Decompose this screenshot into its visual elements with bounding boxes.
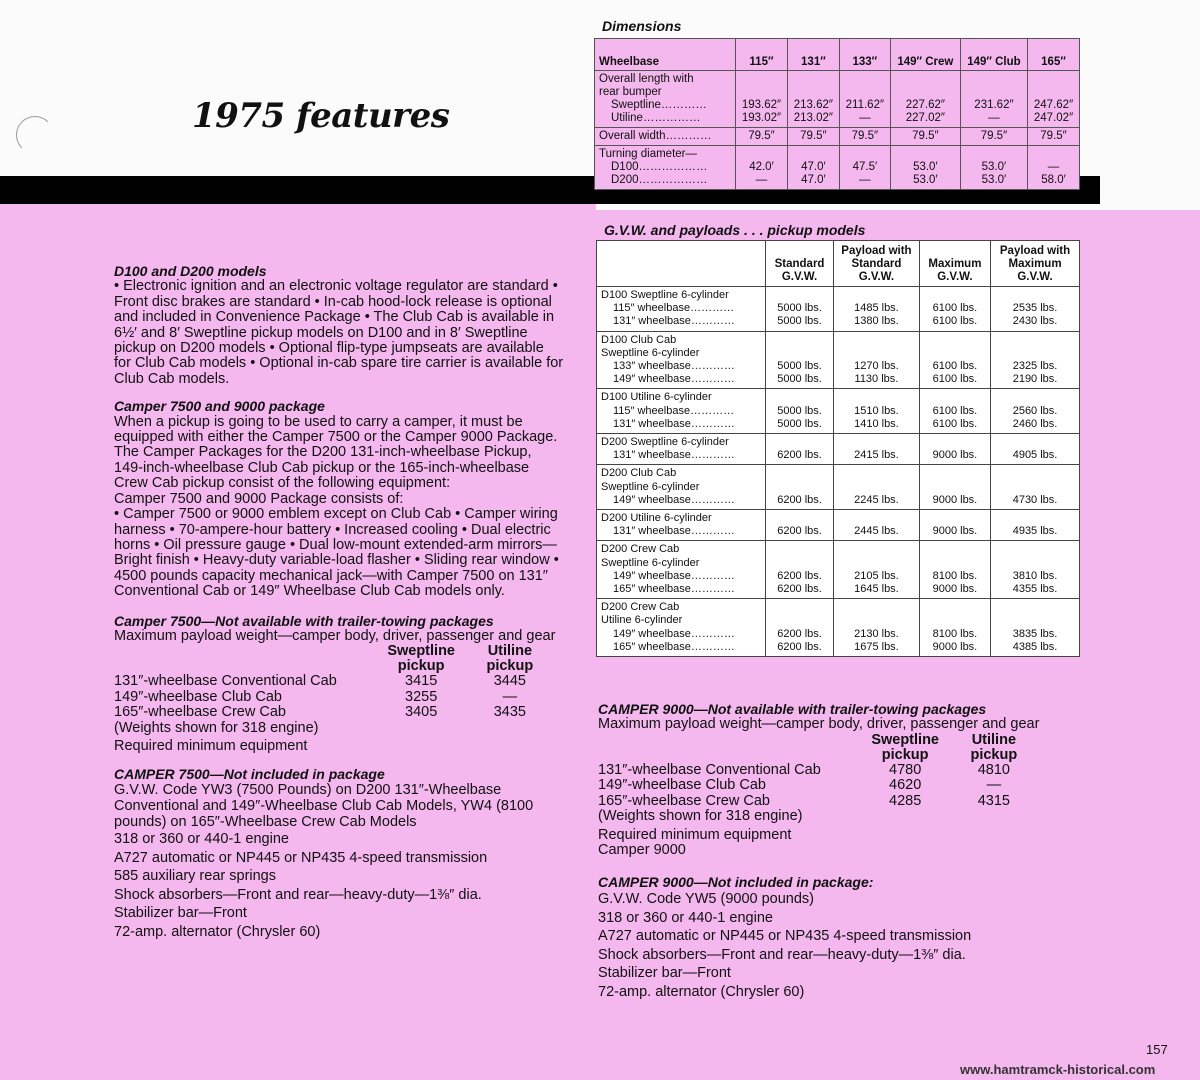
footer-url: www.hamtramck-historical.com — [960, 1062, 1156, 1077]
cell-value: 211.62″ — [845, 99, 885, 111]
table-row — [598, 778, 1038, 794]
table-cell — [919, 465, 990, 510]
section-heading: CAMPER 7500—Not included in package — [114, 765, 385, 782]
cell-value: 53.0′ — [981, 161, 1007, 173]
table-cell — [766, 389, 834, 434]
cell-value: 4780 — [889, 761, 922, 778]
cell-value: 247.02″ — [1033, 112, 1074, 124]
cell-value: 5000 lbs. — [777, 417, 822, 430]
row-label: D100……………… — [611, 161, 708, 173]
cell-value: 4355 lbs. — [1012, 583, 1058, 596]
row-label: D200……………… — [611, 174, 708, 186]
cell-value: 9000 lbs. — [932, 449, 978, 462]
row-wheelbase: 149″ wheelbase………… — [613, 373, 735, 386]
paragraph: G.V.W. Code YW3 (7500 Pounds) on D200 131″-Wheelbase Conventional and 149″-Wheelbase Club Cab Models, YW4 (8100 pounds) on 165″-Wheelbase Crew Cab Models — [114, 782, 534, 831]
paragraph: • Electronic ignition and an electronic voltage regulator are standard • Front disc brakes are standard • In-cab hood-lock release is optional and included in Convenience Package • The Club Cab is available in 6½′ and 8′ Sweptline pickup models on D100 and in 8′ Sweptline pickup on D200 models • Optional flip-type jumpseats are available for Club Cab models • Optional in-cab spare tire carrier is available for Club Cab models. — [114, 278, 564, 387]
cell-value: 47.0′ — [801, 161, 826, 173]
cell-value: 47.5′ — [852, 161, 878, 173]
table-cell — [991, 287, 1080, 332]
table-cell — [834, 465, 920, 510]
table-cell — [766, 541, 834, 599]
camper-7500-table — [114, 644, 554, 721]
cell-value: 9000 lbs. — [932, 493, 978, 506]
table-cell — [766, 331, 834, 389]
cell-value: — — [859, 112, 871, 124]
row-wheelbase: 149″ wheelbase………… — [613, 627, 735, 640]
table-cell — [595, 71, 736, 128]
table-cell — [766, 465, 834, 510]
cell-value: 6200 lbs. — [777, 640, 822, 653]
table-cell — [834, 287, 920, 332]
binder-hole-top — [16, 116, 54, 154]
cell-value: 2560 lbs. — [1012, 404, 1058, 417]
table-cell — [919, 331, 990, 389]
section-heading: Camper 7500 and 9000 package — [114, 398, 325, 415]
cell-value: 231.62″ — [974, 99, 1014, 111]
table-cell — [890, 146, 960, 190]
list-item: Stabilizer bar—Front — [598, 965, 731, 982]
cell-value: 6200 lbs. — [777, 525, 822, 538]
cell-value: 4385 lbs. — [1012, 640, 1058, 653]
row-label: 149″-wheelbase Club Cab — [114, 688, 282, 705]
cell-value: 79.5″ — [912, 130, 939, 142]
table-cell — [766, 434, 834, 465]
row-heading: D100 Utiline 6-cylinder — [601, 391, 712, 404]
cell-value: 1270 lbs. — [854, 360, 899, 373]
cell-value: 227.02″ — [905, 112, 945, 124]
cell-value: 6100 lbs. — [932, 360, 978, 373]
cell-value: 1645 lbs. — [854, 583, 899, 596]
row-heading: Sweptline 6-cylinder — [601, 480, 700, 493]
list-item: G.V.W. Code YW5 (9000 pounds) — [598, 890, 815, 907]
cell-value: 6200 lbs. — [777, 569, 822, 582]
table-cell — [991, 510, 1080, 541]
cell-value: 58.0′ — [1041, 174, 1066, 186]
table-cell — [919, 541, 990, 599]
table-cell — [597, 434, 766, 465]
row-wheelbase: 131″ wheelbase………… — [613, 417, 735, 430]
row-wheelbase: 115″ wheelbase………… — [613, 302, 735, 315]
row-label: rear bumper — [599, 86, 662, 98]
table-cell — [597, 510, 766, 541]
table-cell — [960, 146, 1027, 190]
cell-value: 193.02″ — [741, 112, 782, 124]
cell-value: 5000 lbs. — [777, 360, 822, 373]
cell-value: 3415 — [405, 673, 438, 690]
cell-value: 1130 lbs. — [854, 373, 899, 386]
section-heading: CAMPER 9000—Not available with trailer-towing packages — [598, 701, 987, 717]
cell-value: 6100 lbs. — [932, 373, 978, 386]
cell-value: 4620 — [889, 777, 922, 794]
row-heading: D200 Club Cab — [601, 467, 677, 480]
row-heading: D200 Utiline 6-cylinder — [601, 512, 712, 525]
list-item: 72-amp. alternator (Chrysler 60) — [598, 983, 805, 1000]
cell-value: 3835 lbs. — [1012, 627, 1058, 640]
row-wheelbase: 131″ wheelbase………… — [613, 449, 735, 462]
table-cell — [766, 287, 834, 332]
table-cell — [919, 510, 990, 541]
cell-value: 2130 lbs. — [854, 627, 899, 640]
paragraph: Required minimum equipment — [598, 826, 792, 843]
cell-value: 6200 lbs. — [777, 449, 822, 462]
table-header: Wheelbase — [595, 39, 736, 71]
cell-value: 2415 lbs. — [854, 449, 899, 462]
table-cell — [991, 331, 1080, 389]
cell-value: — — [986, 777, 1002, 794]
table-header: 115″ — [736, 39, 788, 71]
table-row — [598, 763, 1038, 779]
cell-value: 1510 lbs. — [854, 404, 899, 417]
table-header: Standard G.V.W. — [766, 241, 834, 287]
cell-value: 3435 — [493, 704, 526, 721]
table-cell — [839, 128, 890, 146]
table-cell — [834, 599, 920, 657]
cell-value: 8100 lbs. — [932, 569, 978, 582]
cell-value: 213.62″ — [793, 99, 833, 111]
table-header — [597, 241, 766, 287]
cell-value: 4730 lbs. — [1012, 493, 1058, 506]
cell-value: 9000 lbs. — [932, 583, 978, 596]
paragraph: (Weights shown for 318 engine) — [114, 719, 319, 736]
table-cell — [787, 146, 839, 190]
page-number: 157 — [1146, 1042, 1168, 1057]
cell-value: 2190 lbs. — [1012, 373, 1058, 386]
table-header: 149″ Club — [960, 39, 1027, 71]
cell-value: 5000 lbs. — [777, 404, 822, 417]
row-heading: Sweptline 6-cylinder — [601, 346, 700, 359]
table-cell — [890, 71, 960, 128]
list-item: Shock absorbers—Front and rear—heavy-duty—1⅜″ dia. — [114, 886, 482, 903]
section-heading: CAMPER 9000—Not included in package: — [598, 873, 874, 890]
list-item: 318 or 360 or 440-1 engine — [598, 909, 773, 926]
cell-value: 4285 — [889, 792, 922, 809]
cell-value: 79.5″ — [1040, 130, 1067, 142]
table-row — [597, 389, 1080, 434]
row-label: Sweptline………… — [611, 99, 707, 111]
table-cell — [919, 287, 990, 332]
list-item: A727 automatic or NP445 or NP435 4-speed transmission — [114, 849, 488, 866]
list-item: 318 or 360 or 440-1 engine — [114, 831, 289, 848]
row-label: Overall length with — [599, 73, 694, 85]
cell-value: 42.0′ — [749, 161, 774, 173]
row-label: 165″-wheelbase Crew Cab — [598, 792, 770, 809]
table-header: 133″ — [839, 39, 890, 71]
cell-value: 53.0′ — [981, 174, 1007, 186]
paragraph: When a pickup is going to be used to carry a camper, it must be equipped with either the Camper 7500 or the Camper 9000 Package. The Camper Packages for the D200 131-inch-wheelbase Pickup, 149-inch-wheelbase Club Cab pickup or the 165-inch-wheelbase Crew Cab pickup consist of the following equipment: — [114, 413, 558, 492]
table-row — [114, 690, 554, 706]
table-cell — [787, 128, 839, 146]
row-heading: Sweptline 6-cylinder — [601, 556, 700, 569]
table-cell — [597, 599, 766, 657]
cell-value: 53.0′ — [913, 161, 938, 173]
table-header: Payload with Standard G.V.W. — [834, 241, 920, 287]
cell-value: 2325 lbs. — [1012, 360, 1058, 373]
table-cell — [991, 541, 1080, 599]
dimensions-title: Dimensions — [602, 18, 682, 34]
cell-value: 6200 lbs. — [777, 583, 822, 596]
row-wheelbase: 149″ wheelbase………… — [613, 493, 735, 506]
row-label: 165″-wheelbase Crew Cab — [114, 704, 286, 721]
paragraph: Camper 9000 — [598, 842, 686, 859]
row-heading: D200 Sweptline 6-cylinder — [601, 436, 729, 449]
cell-value: 6200 lbs. — [777, 627, 822, 640]
table-cell — [736, 128, 788, 146]
cell-value: 1485 lbs. — [854, 302, 899, 315]
table-cell — [766, 599, 834, 657]
row-wheelbase: 149″ wheelbase………… — [613, 569, 735, 582]
cell-value: 6100 lbs. — [932, 404, 978, 417]
table-cell — [960, 128, 1027, 146]
cell-value: 5000 lbs. — [777, 302, 822, 315]
row-label: Turning diameter— — [599, 148, 698, 160]
table-cell — [919, 389, 990, 434]
table-row — [597, 541, 1080, 599]
cell-value: — — [988, 112, 1000, 124]
table-header: 131″ — [787, 39, 839, 71]
row-heading: D100 Sweptline 6-cylinder — [601, 289, 729, 301]
table-cell — [834, 434, 920, 465]
row-wheelbase: 165″ wheelbase………… — [613, 583, 735, 596]
list-item: Stabilizer bar—Front — [114, 905, 247, 922]
row-heading: Utiline 6-cylinder — [601, 614, 683, 627]
row-label: 149″-wheelbase Club Cab — [598, 777, 766, 794]
cell-value: 47.0′ — [801, 174, 826, 186]
table-row — [597, 287, 1080, 332]
table-cell — [834, 331, 920, 389]
paragraph: Maximum payload weight—camper body, driver, passenger and gear — [114, 627, 556, 644]
list-item: A727 automatic or NP445 or NP435 4-speed transmission — [598, 928, 972, 945]
cell-value: 2245 lbs. — [854, 493, 899, 506]
table-row — [597, 331, 1080, 389]
table-cell — [595, 146, 736, 190]
cell-value: 6100 lbs. — [932, 315, 978, 328]
gvw-title: G.V.W. and payloads . . . pickup models — [604, 222, 866, 238]
table-row — [597, 465, 1080, 510]
table-cell — [597, 465, 766, 510]
cell-value: 79.5″ — [800, 130, 827, 142]
table-header: 165″ — [1028, 39, 1080, 71]
cell-value: 4315 — [977, 792, 1010, 809]
cell-value: 79.5″ — [980, 130, 1008, 142]
cell-value: 53.0′ — [913, 174, 938, 186]
table-cell — [890, 128, 960, 146]
cell-value: 8100 lbs. — [932, 627, 978, 640]
cell-value: 193.62″ — [741, 99, 782, 111]
cell-value: 6100 lbs. — [932, 302, 978, 315]
cell-value: 247.62″ — [1033, 99, 1074, 111]
table-cell — [736, 71, 788, 128]
cell-value: 213.02″ — [793, 112, 833, 124]
table-cell — [919, 434, 990, 465]
cell-value: 6200 lbs. — [777, 493, 822, 506]
row-wheelbase: 131″ wheelbase………… — [613, 315, 735, 328]
cell-value: 79.5″ — [851, 130, 879, 142]
cell-value: 1410 lbs. — [854, 417, 899, 430]
gvw-payload-table — [596, 240, 1080, 657]
table-header: Sweptline pickup — [387, 643, 455, 675]
paragraph: (Weights shown for 318 engine) — [598, 808, 803, 825]
row-label: Overall width………… — [599, 130, 712, 142]
right-column — [598, 702, 1058, 1002]
paragraph: Required minimum equipment — [114, 738, 308, 755]
paragraph: • Camper 7500 or 9000 emblem except on Club Cab • Camper wiring harness • 70-ampere-hour battery • Increased cooling • Dual electric horns • Oil pressure gauge • Dual low-mount extended-arm mirrors—Bright finish • Heavy-duty variable-load flasher • Sliding rear window • 4500 pounds capacity mechanical jack—with Camper 7500 on 131″ Conventional Cab or 149″ Wheelbase Club Cab models only. — [114, 506, 559, 600]
paragraph: Camper 7500 and 9000 Package consists of: — [114, 490, 404, 507]
list-item: Shock absorbers—Front and rear—heavy-duty—1⅜″ dia. — [598, 946, 966, 963]
table-cell — [991, 599, 1080, 657]
row-wheelbase: 131″ wheelbase………… — [613, 525, 735, 538]
table-cell — [839, 146, 890, 190]
row-wheelbase: 133″ wheelbase………… — [613, 360, 735, 373]
table-cell — [597, 287, 766, 332]
cell-value: — — [859, 174, 871, 186]
cell-value: 9000 lbs. — [932, 640, 978, 653]
table-cell — [839, 71, 890, 128]
cell-value: 2460 lbs. — [1012, 417, 1058, 430]
row-heading: D200 Crew Cab — [601, 543, 680, 556]
cell-value: — — [1047, 161, 1060, 173]
table-row — [595, 71, 1080, 128]
table-row — [595, 146, 1080, 190]
table-cell — [960, 71, 1027, 128]
table-cell — [991, 434, 1080, 465]
dimensions-table — [594, 38, 1080, 190]
table-cell — [834, 541, 920, 599]
left-column — [114, 264, 564, 942]
cell-value: 4935 lbs. — [1012, 525, 1058, 538]
cell-value: 9000 lbs. — [932, 525, 978, 538]
table-header: Payload with Maximum G.V.W. — [991, 241, 1080, 287]
cell-value: 2445 lbs. — [854, 525, 899, 538]
row-wheelbase: 165″ wheelbase………… — [613, 640, 735, 653]
table-row — [598, 794, 1038, 810]
table-cell — [597, 389, 766, 434]
table-cell — [787, 71, 839, 128]
page-title: 1975 features — [192, 96, 450, 136]
row-wheelbase: 115″ wheelbase………… — [613, 404, 735, 417]
table-cell — [1028, 71, 1080, 128]
section-heading: Camper 7500—Not available with trailer-towing packages — [114, 612, 494, 629]
cell-value: 227.62″ — [905, 99, 945, 111]
cell-value: — — [502, 688, 518, 705]
cell-value: 3405 — [405, 704, 438, 721]
table-header: 149″ Crew — [890, 39, 960, 71]
cell-value: 3255 — [405, 688, 438, 705]
table-cell — [1028, 146, 1080, 190]
table-row — [114, 674, 554, 690]
table-cell — [766, 510, 834, 541]
row-label: 131″-wheelbase Conventional Cab — [598, 761, 821, 778]
row-heading: D200 Crew Cab — [601, 601, 680, 614]
section-heading: D100 and D200 models — [114, 263, 267, 279]
row-label: Utiline…………… — [611, 112, 701, 124]
cell-value: 2105 lbs. — [854, 569, 899, 582]
row-heading: D100 Club Cab — [601, 333, 677, 346]
cell-value: 3810 lbs. — [1012, 569, 1058, 582]
table-cell — [736, 146, 788, 190]
table-row — [597, 599, 1080, 657]
table-row — [597, 434, 1080, 465]
table-cell — [834, 389, 920, 434]
table-row — [595, 128, 1080, 146]
table-cell — [597, 541, 766, 599]
cell-value: 4810 — [977, 761, 1010, 778]
cell-value: 6100 lbs. — [932, 417, 978, 430]
table-cell — [597, 331, 766, 389]
table-cell — [595, 128, 736, 146]
table-header: Utiline pickup — [970, 731, 1018, 763]
cell-value: 2430 lbs. — [1012, 315, 1058, 328]
table-header: Maximum G.V.W. — [919, 241, 990, 287]
cell-value: 4905 lbs. — [1012, 449, 1058, 462]
table-cell — [991, 465, 1080, 510]
table-cell — [991, 389, 1080, 434]
list-item: 72-amp. alternator (Chrysler 60) — [114, 924, 321, 941]
list-item: 585 auxiliary rear springs — [114, 868, 276, 885]
cell-value: 5000 lbs. — [777, 315, 822, 328]
paragraph: Maximum payload weight—camper body, driver, passenger and gear — [598, 716, 1040, 733]
cell-value: 1675 lbs. — [854, 640, 899, 653]
table-header: Utiline pickup — [486, 643, 534, 675]
cell-value: 5000 lbs. — [777, 373, 822, 386]
cell-value: 1380 lbs. — [854, 315, 899, 328]
cell-value: 2535 lbs. — [1012, 302, 1058, 315]
table-row — [114, 705, 554, 721]
row-label: 131″-wheelbase Conventional Cab — [114, 673, 337, 690]
table-header: Sweptline pickup — [871, 731, 939, 763]
table-cell — [1028, 128, 1080, 146]
camper-9000-table — [598, 733, 1038, 810]
cell-value: 79.5″ — [748, 130, 775, 142]
cell-value: — — [755, 174, 768, 186]
table-cell — [919, 599, 990, 657]
table-cell — [834, 510, 920, 541]
table-row — [597, 510, 1080, 541]
cell-value: 3445 — [493, 673, 526, 690]
